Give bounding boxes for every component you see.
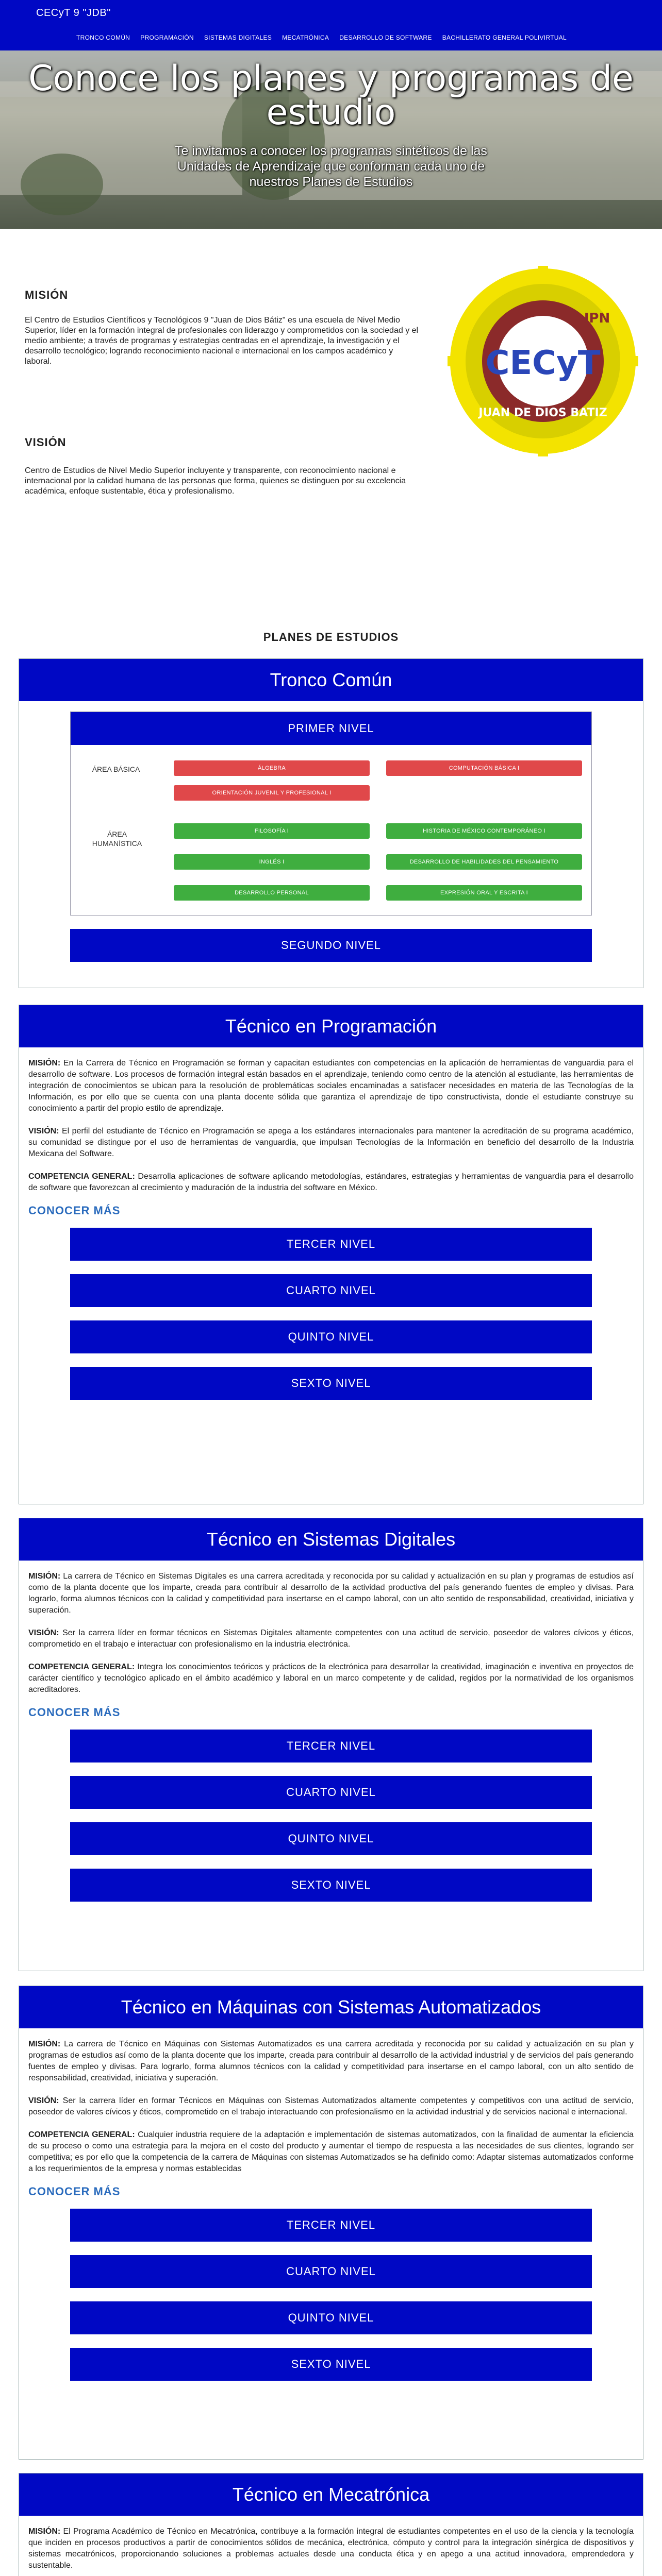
hero-subtitle: Te invitamos a conocer los programas sintéticos de las Unidades de Aprendizaje que conforman cada uno de nuestros Planes de Estudios [175,144,487,189]
quinto-nivel-button[interactable]: QUINTO NIVEL [70,1822,592,1855]
subject-expresion[interactable]: EXPRESIÓN ORAL Y ESCRITA I [386,885,582,901]
subject-historia[interactable]: HISTORIA DE MÉXICO CONTEMPORÁNEO I [386,823,582,839]
subject-orientacion[interactable]: ORIENTACIÓN JUVENIL Y PROFESIONAL I [174,785,370,801]
tercer-nivel-button[interactable]: TERCER NIVEL [70,1730,592,1762]
plan-body [19,1561,643,1902]
cuarto-nivel-button[interactable]: CUARTO NIVEL [70,1274,592,1307]
plan-competencia: COMPETENCIA GENERAL: Desarrolla aplicaciones de software aplicando metodologías, estándares, estrategias y herramientas de vanguardia para el desarrollo de software que favorezcan al crecimiento y maduración de la industria del software en México. [28,1172,634,1192]
conocer-mas-link[interactable]: CONOCER MÁS [28,2185,121,2198]
nav-link-desarrollo-software[interactable]: DESARROLLO DE SOFTWARE [339,34,432,41]
plan-title: Técnico en Sistemas Digitales [19,1518,643,1561]
plan-body [19,2516,643,2576]
plan-card-programacion [19,1005,643,1504]
plan-competencia: COMPETENCIA GENERAL: Integra los conocimientos teóricos y prácticos de la electrónica para desarrollar la creatividad, imaginación e inventiva en proyectos de carácter científico y tecnológico aplicado en el ámbito académico y laboral en un marco competente y de calidad, regidos por la normatividad de los organismos acreditadores. [28,1663,634,1694]
mision-text: El Centro de Estudios Científicos y Tecnológicos 9 "Juan de Dios Bátiz" es una escuela de Nivel Medio Superior, líder en la formación integral de profesionales con liderazgo y comprometidos con la sociedad y el medio ambiente; a través de programas y estrategias centradas en el aprendizaje, la investigación y el desarrollo tecnológico; logrando reconocimiento nacional e internacional en los campos académico y laboral. [25,316,419,366]
sexto-nivel-button[interactable]: SEXTO NIVEL [70,2348,592,2381]
plan-body [19,2028,643,2381]
plan-title: Tronco Común [19,659,643,701]
subject-ingles[interactable]: INGLÉS I [174,854,370,870]
plan-vision: VISIÓN: El perfil del estudiante de Técnico en Programación se apega a los estándares internacionales para mantener la acreditación de su programa académico, su comunidad se distingue por el uso de herramientas de vanguardia, que impulsan Tecnologías de la Información en beneficio del desarrollo de la Industria Mexicana del Software. [28,1127,634,1158]
top-navbar [0,0,662,50]
plan-competencia: COMPETENCIA GENERAL: Cualquier industria requiere de la adaptación e implementación de sistemas automatizados, con la finalidad de aumentar la eficiencia de su proceso o como una estrategia para la mejora en el costo del producto y aumentar el tiempo de respuesta a las necesidades de sus clientes, logrando ser competitiva; es por ello que la competencia de la carrera de Máquinas con sistemas Automatizados se ha definido como: Adaptar sistemas automatizados conforme a los requerimientos de la empresa y normas establecidas [28,2130,634,2173]
subject-filosofia[interactable]: FILOSOFÍA I [174,823,370,839]
conocer-mas-link[interactable]: CONOCER MÁS [28,1204,121,1217]
plan-mision: MISIÓN: El Programa Académico de Técnico en Mecatrónica, contribuye a la formación integral de estudiantes competentes en el uso de la ciencia y la tecnología que inciden en procesos productivos a partir de conocimientos sólidos de mecánica, electrónica, cómputo y control para la integración sinérgica de dispositivos y sistemas mecatrónicos, proporcionando soluciones a problemas actuales desde una conducta ética y en apego a una actitud innovadora, emprendedora y sustentable. [28,2527,634,2570]
subjects-area [71,745,591,915]
nav-link-tronco-comun[interactable]: TRONCO COMÚN [76,34,130,41]
subject-desarrollo-personal[interactable]: DESARROLLO PERSONAL [174,885,370,901]
segundo-nivel-button[interactable]: SEGUNDO NIVEL [70,929,592,962]
plan-title: Técnico en Mecatrónica [19,2473,643,2516]
plan-mision: MISIÓN: La carrera de Técnico en Máquinas con Sistemas Automatizados es una carrera acreditada y reconocida por su calidad y actualización en su plan y programas de estudios así como de la planta docente que los imparte, creada para contribuir al desarrollo de la actividad industrial y de servicios del país generando fuentes de empleo y divisas. Para lograrlo, forma alumnos técnicos con la calidad y competitividad para insertarse en el campo laboral, con un alto sentido de responsabilidad, creatividad, iniciativa y superación. [28,2040,634,2082]
subject-computacion[interactable]: COMPUTACIÓN BÁSICA I [386,760,582,776]
subject-algebra[interactable]: ÁLGEBRA [174,760,370,776]
area-humanistica-label: ÁREA HUMANÍSTICA [92,830,142,848]
hero-title: Conoce los planes y programas de estudio [28,58,634,133]
quinto-nivel-button[interactable]: QUINTO NIVEL [70,2301,592,2334]
tercer-nivel-button[interactable]: TERCER NIVEL [70,2209,592,2242]
primer-nivel-panel [70,711,592,916]
plan-body [19,1047,643,1400]
sexto-nivel-button[interactable]: SEXTO NIVEL [70,1367,592,1400]
cuarto-nivel-button[interactable]: CUARTO NIVEL [70,1776,592,1809]
vision-title: VISIÓN [25,436,67,449]
quinto-nivel-button[interactable]: QUINTO NIVEL [70,1320,592,1353]
plan-card-maquinas [19,1986,643,2460]
sexto-nivel-button[interactable]: SEXTO NIVEL [70,1869,592,1902]
area-basica-label: ÁREA BÁSICA [92,765,140,773]
logo-text-ipn: IPN [584,311,610,326]
cuarto-nivel-button[interactable]: CUARTO NIVEL [70,2255,592,2288]
planes-title: PLANES DE ESTUDIOS [263,631,399,643]
nav-link-sistemas-digitales[interactable]: SISTEMAS DIGITALES [204,34,272,41]
plan-mision: MISIÓN: En la Carrera de Técnico en Programación se forman y capacitan estudiantes con competencias en la aplicación de herramientas de vanguardia para el desarrollo de software. Los procesos de formación integral están basados en el aprendizaje, teniendo como centro de la atención al estudiante, las herramientas de integración de conocimientos se ubican para la resolución de problemáticas sociales encaminadas a satisfacer necesidades en materia de las Tecnologías de la Información, es por ello que se cuenta con una planta docente sólida que garantiza el aprendizaje de tipo constructivista, donde el estudiante construye su conocimiento a partir del propio estilo de aprendizaje. [28,1059,634,1113]
plan-title: Técnico en Máquinas con Sistemas Automatizados [19,1986,643,2028]
hero-banner [0,50,662,229]
logo-text-jdb: JUAN DE DIOS BATIZ [478,406,607,419]
tercer-nivel-button[interactable]: TERCER NIVEL [70,1228,592,1261]
nav-link-mecatronica[interactable]: MECATRÓNICA [282,34,329,41]
mision-title: MISIÓN [25,289,69,301]
plan-vision: VISIÓN: Ser la carrera líder en formar Técnicos en Máquinas con Sistemas Automatizados altamente competentes y competitivos con una actitud de servicio, poseedor de valores cívicos y éticos, comprometido en el trabajo interactuando con profesionalismo en la actividad industrial y de servicios nacional e internacional. [28,2096,634,2116]
plan-card-tronco [19,658,643,988]
plan-vision: VISIÓN: Ser la carrera líder en formar técnicos en Sistemas Digitales altamente competentes con una actitud de servicio, poseedor de valores cívicos y éticos, comprometido en el trabajo e interactuar con profesionalismo en la industria electrónica. [28,1629,634,1649]
nav-links [71,34,572,41]
logo-text-cecyt: CECyT [485,344,601,382]
conocer-mas-link[interactable]: CONOCER MÁS [28,1706,121,1719]
school-logo [448,266,638,456]
plan-mision: MISIÓN: La carrera de Técnico en Sistemas Digitales es una carrera acreditada y reconocida por su calidad y actualización en su plan y programas de estudios así como de la planta docente que los imparte, creada para contribuir al desarrollo de la actividad productiva del país generando fuentes de empleo y divisas. Para lograrlo, forma alumnos técnicos con la calidad y competitividad para insertarse en el campo laboral, con un alto sentido de responsabilidad, creatividad, iniciativa y superación. [28,1572,634,1615]
plan-card-sistemas-digitales [19,1518,643,1971]
nav-link-bachillerato[interactable]: BACHILLERATO GENERAL POLIVIRTUAL [442,34,567,41]
brand-name[interactable]: CECyT 9 "JDB" [36,7,111,19]
plan-title: Técnico en Programación [19,1005,643,1047]
vision-text: Centro de Estudios de Nivel Medio Superior incluyente y transparente, con reconocimiento nacional e internacional por la calidad humana de las personas que forma, quienes se distinguen por su excelencia académica, enfoque sustentable, ética y profesionalismo. [25,466,406,496]
subject-habilidades[interactable]: DESARROLLO DE HABILIDADES DEL PENSAMIENTO [386,854,582,870]
primer-nivel-button[interactable]: PRIMER NIVEL [71,712,591,745]
nav-link-programacion[interactable]: PROGRAMACIÓN [140,34,194,41]
plan-card-mecatronica [19,2473,643,2576]
